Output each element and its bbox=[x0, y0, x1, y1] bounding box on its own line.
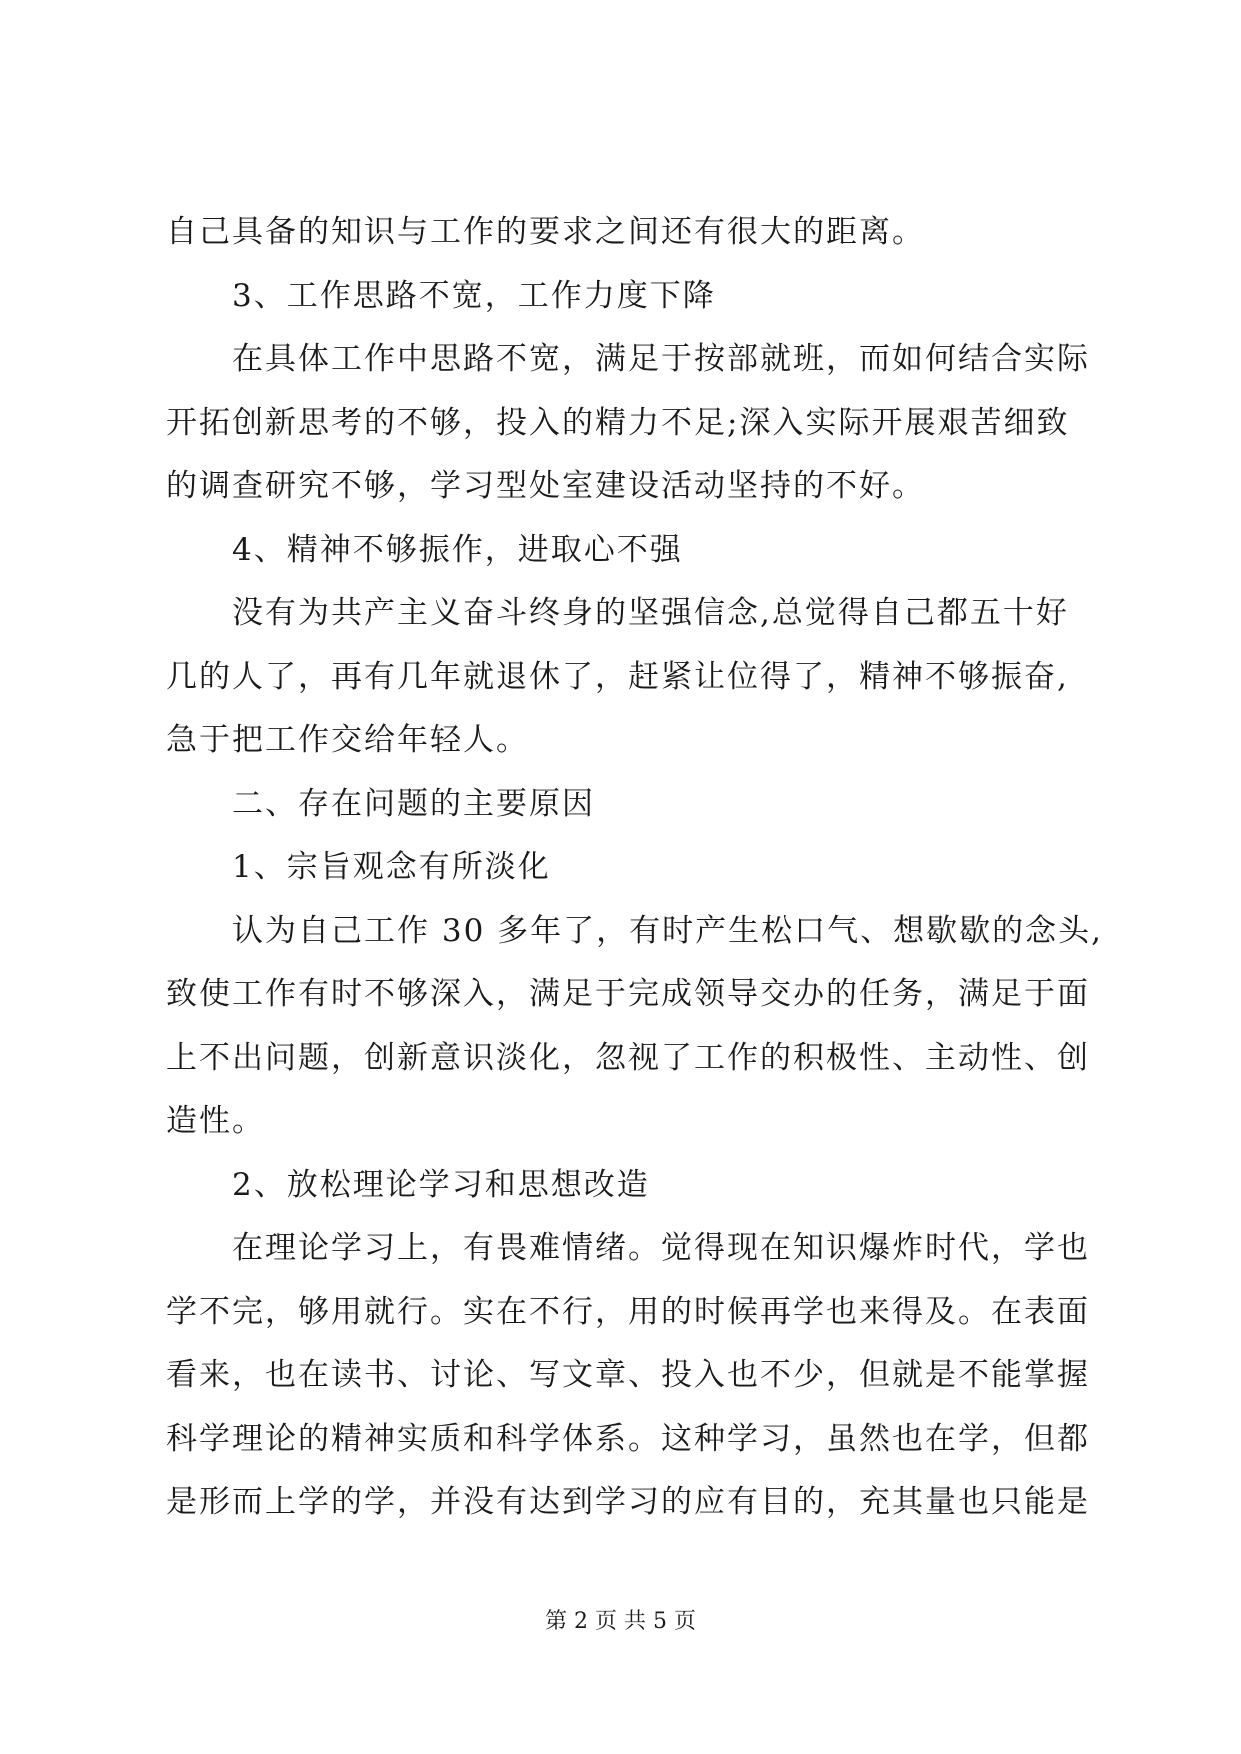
page-number-footer: 第 2 页 共 5 页 bbox=[545, 1609, 696, 1634]
text-line: 学不完，够用就行。实在不行，用的时候再学也来得及。在表面 bbox=[166, 1293, 1090, 1330]
chapter-heading: 二、存在问题的主要原因 bbox=[232, 785, 595, 822]
text-line: 认为自己工作 30 多年了，有时产生松口气、想歇歇的念头, bbox=[232, 912, 1104, 949]
text-line: 没有为共产主义奋斗终身的坚强信念,总觉得自己都五十好 bbox=[232, 595, 1069, 631]
text-line: 自己具备的知识与工作的要求之间还有很大的距离。 bbox=[166, 214, 925, 250]
text-line: 是形而上学的学，并没有达到学习的应有目的，充其量也只能是 bbox=[166, 1484, 1090, 1520]
text-line: 在理论学习上，有畏难情绪。觉得现在知识爆炸时代，学也 bbox=[232, 1230, 1090, 1266]
text-line: 造性。 bbox=[166, 1103, 265, 1139]
section-heading: 4、精神不够振作，进取心不强 bbox=[232, 531, 683, 568]
text-line: 急于把工作交给年轻人。 bbox=[166, 722, 529, 758]
text-line: 开拓创新思考的不够，投入的精力不足;深入实际开展艰苦细致 bbox=[166, 404, 1070, 441]
text-line: 看来，也在读书、讨论、写文章、投入也不少，但就是不能掌握 bbox=[166, 1357, 1090, 1393]
text-line: 的调查研究不够，学习型处室建设活动坚持的不好。 bbox=[166, 468, 925, 504]
section-heading: 2、放松理论学习和思想改造 bbox=[232, 1166, 650, 1203]
section-heading: 1、宗旨观念有所淡化 bbox=[232, 849, 551, 885]
text-line: 致使工作有时不够深入，满足于完成领导交办的任务，满足于面 bbox=[166, 976, 1090, 1012]
text-line: 上不出问题，创新意识淡化，忽视了工作的积极性、主动性、创 bbox=[166, 1039, 1090, 1076]
text-line: 科学理论的精神实质和科学体系。这种学习，虽然也在学，但都 bbox=[166, 1420, 1090, 1457]
section-heading: 3、工作思路不宽，工作力度下降 bbox=[232, 277, 716, 314]
document-body bbox=[166, 206, 1104, 1540]
text-line: 在具体工作中思路不宽，满足于按部就班，而如何结合实际 bbox=[232, 341, 1090, 377]
text-line: 几的人了，再有几年就退休了，赶紧让位得了，精神不够振奋, bbox=[166, 658, 1069, 695]
